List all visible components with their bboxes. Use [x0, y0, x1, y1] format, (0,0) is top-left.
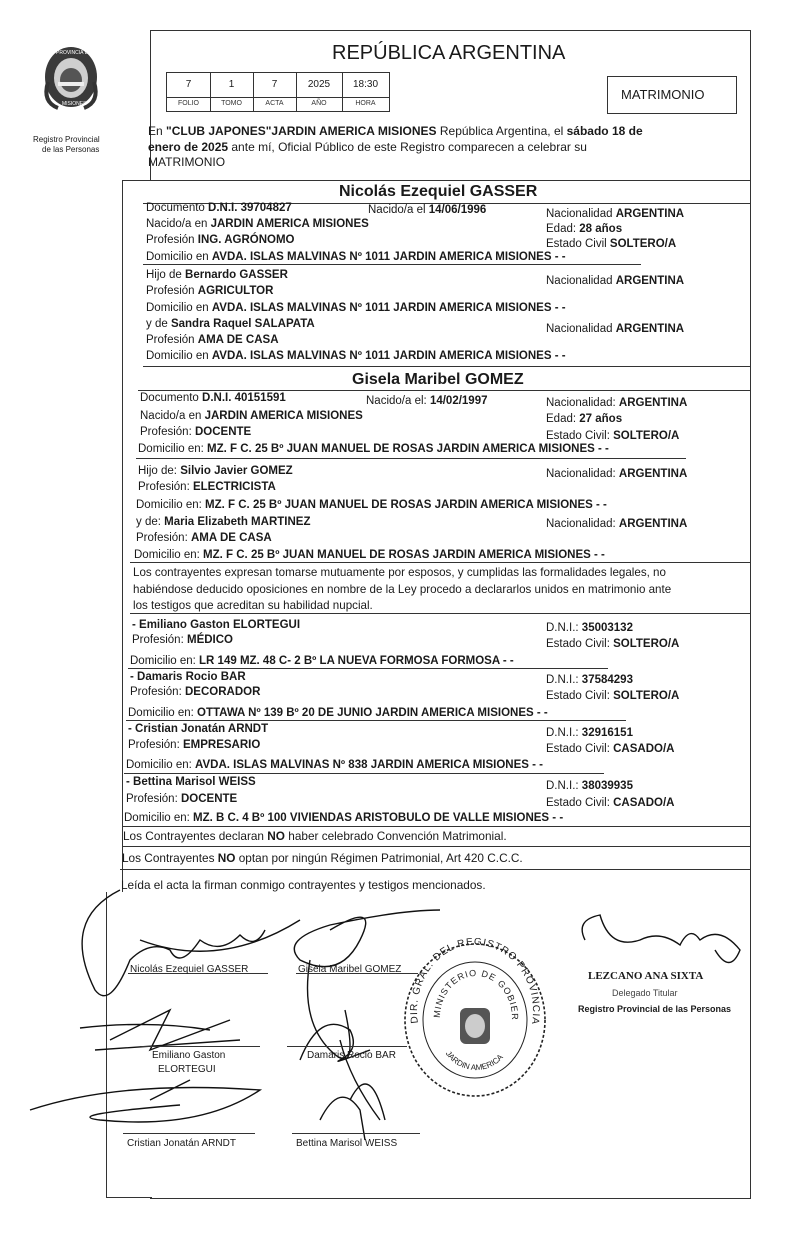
spouse2-mother-dom: Domicilio en: MZ. F C. 25 Bº JUAN MANUEL DE ROSAS JARDIN AMERICA MISIONES - -: [134, 549, 605, 561]
stamp-bottom-text: JARDIN AMERICA: [443, 1049, 505, 1073]
svg-text:JARDIN AMERICA: [444, 1049, 505, 1072]
spouse2-age: Edad: 27 años: [546, 413, 623, 425]
seal-text-bottom: MISIONES: [62, 101, 87, 107]
ceremony-place: "CLUB JAPONES"JARDIN AMERICA MISIONES: [166, 124, 437, 138]
declaration-line-1: Los contrayentes expresan tomarse mutuamente por esposos, y cumplidas las formalidades legales, no: [133, 566, 666, 579]
spouse1-name: Nicolás Ezequiel GASSER: [339, 183, 538, 200]
spouse1-father-dom: Domicilio en AVDA. ISLAS MALVINAS Nº 1011 JARDIN AMERICA MISIONES - -: [146, 302, 566, 314]
witness4-name: - Bettina Marisol WEISS: [126, 776, 256, 788]
sig-label-bar: Damaris Rocio BAR: [307, 1050, 396, 1061]
signature-lezcano: [582, 915, 740, 963]
reading-statement: Leída el acta la firman conmigo contrayentes y testigos mencionados.: [121, 878, 486, 892]
spouse1-father-prof: Profesión AGRICULTOR: [146, 285, 274, 297]
time-value: 18:30: [352, 79, 379, 90]
spouse2-father-dom: Domicilio en: MZ. F C. 25 Bº JUAN MANUEL DE ROSAS JARDIN AMERICA MISIONES - -: [136, 499, 607, 511]
sig-label-gasser: Nicolás Ezequiel GASSER: [130, 964, 249, 975]
sig-label-elortegui-1: Emiliano Gaston: [152, 1050, 226, 1061]
time-label: HORA: [355, 100, 376, 107]
spouse2-mother-prof: Profesión: AMA DE CASA: [136, 532, 272, 544]
witness4-dni: D.N.I.: 38039935: [546, 780, 633, 792]
spouse1-mother-dom: Domicilio en AVDA. ISLAS MALVINAS Nº 1011 JARDIN AMERICA MISIONES - -: [146, 350, 566, 362]
stamp-ring-icon: [400, 938, 550, 1098]
year-value: 2025: [307, 79, 331, 90]
official-org: Registro Provincial de las Personas: [578, 1004, 732, 1014]
spouse1-mother: y de Sandra Raquel SALAPATA: [146, 318, 315, 330]
spouse2-mother-nat: Nacionalidad: ARGENTINA: [546, 518, 688, 530]
folio-label: FOLIO: [177, 100, 199, 107]
spouse1-born: Nacido/a el 14/06/1996: [368, 204, 487, 216]
signature-gasser: [82, 890, 265, 996]
witness1-civil: Estado Civil: SOLTERO/A: [546, 638, 680, 650]
spouse2-born: Nacido/a el: 14/02/1997: [366, 395, 488, 407]
acta-value: 7: [271, 79, 278, 90]
spouse1-father-nat: Nacionalidad ARGENTINA: [546, 275, 685, 287]
acta-label: ACTA: [265, 100, 284, 107]
witness1-dni: D.N.I.: 35003132: [546, 622, 633, 634]
registry-caption-2: de las Personas: [42, 145, 100, 154]
folio-value: 7: [185, 79, 192, 90]
spouse2-name: Gisela Maribel GOMEZ: [352, 371, 524, 388]
sig-label-elortegui-2: ELORTEGUI: [158, 1064, 216, 1075]
spouse1-profession: Profesión ING. AGRÓNOMO: [146, 234, 295, 246]
spouse2-father-prof: Profesión: ELECTRICISTA: [138, 481, 276, 493]
spouse1-age: Edad: 28 años: [546, 223, 623, 235]
spouse2-mother: y de: Maria Elizabeth MARTINEZ: [136, 516, 311, 528]
witness3-profession: Profesión: EMPRESARIO: [128, 739, 261, 751]
witness2-civil: Estado Civil: SOLTERO/A: [546, 690, 680, 702]
stamp-inner-text: MINISTERIO DE GOBIER: [431, 967, 521, 1021]
signature-weiss: [320, 1084, 385, 1140]
intro-line-2: enero de 2025 ante mí, Oficial Público de este Registro comparecen a celebrar su: [148, 140, 587, 154]
tomo-value: 1: [228, 79, 235, 90]
sig-label-weiss: Bettina Marisol WEISS: [296, 1138, 398, 1149]
sig-label-gomez: Gisela Maribel GOMEZ: [298, 964, 402, 975]
witness3-dni: D.N.I.: 32916151: [546, 727, 633, 739]
country-title: REPÚBLICA ARGENTINA: [332, 42, 566, 64]
witness1-name: - Emiliano Gaston ELORTEGUI: [132, 619, 301, 631]
registry-logo: [36, 42, 106, 132]
stamp-ring-text: DIR. GRAL. DEL REGISTRO PROVINCIA: [408, 938, 542, 1026]
spouse2-father: Hijo de: Silvio Javier GOMEZ: [138, 465, 293, 477]
witness4-profession: Profesión: DOCENTE: [126, 793, 238, 805]
spouse1-domicile: Domicilio en AVDA. ISLAS MALVINAS Nº 1011 JARDIN AMERICA MISIONES - -: [146, 251, 566, 263]
witness1-domicile: Domicilio en: LR 149 MZ. 48 C- 2 Bº LA NUEVA FORMOSA FORMOSA - -: [130, 655, 514, 667]
spouse1-doc: Documento D.N.I. 39704827: [146, 202, 292, 214]
convention-statement: Los Contrayentes declaran NO haber celebrado Convención Matrimonial.: [123, 829, 507, 843]
spouse2-doc: Documento D.N.I. 40151591: [140, 392, 286, 404]
spouse2-father-nat: Nacionalidad: ARGENTINA: [546, 468, 688, 480]
official-round-stamp: [400, 938, 550, 1098]
spouse2-domicile: Domicilio en: MZ. F C. 25 Bº JUAN MANUEL DE ROSAS JARDIN AMERICA MISIONES - -: [138, 443, 609, 455]
spouse1-birthplace: Nacido/a en JARDIN AMERICA MISIONES: [146, 218, 369, 230]
signature-arndt: [30, 1080, 260, 1122]
spouse1-mother-prof: Profesión AMA DE CASA: [146, 334, 279, 346]
signatures-drawing: [0, 880, 786, 1180]
spouse2-civil: Estado Civil: SOLTERO/A: [546, 430, 680, 442]
spouse1-father: Hijo de Bernardo GASSER: [146, 269, 288, 281]
ceremony-date: enero de 2025: [148, 140, 229, 154]
ceremony-day: sábado 18 de: [566, 124, 643, 138]
witness3-domicile: Domicilio en: AVDA. ISLAS MALVINAS Nº 838 JARDIN AMERICA MISIONES - -: [126, 759, 543, 771]
intro-line-3: MATRIMONIO: [148, 155, 226, 169]
signature-elortegui: [80, 1010, 240, 1050]
record-numbers-table: [166, 72, 390, 112]
official-name: LEZCANO ANA SIXTA: [588, 970, 704, 982]
declaration-line-3: los testigos que acreditan su habilidad nupcial.: [133, 599, 373, 612]
intro-line-1: En "CLUB JAPONES"JARDIN AMERICA MISIONES República Argentina, el sábado 18 de: [148, 124, 643, 138]
witness3-civil: Estado Civil: CASADO/A: [546, 743, 675, 755]
spouse1-nationality: Nacionalidad ARGENTINA: [546, 208, 685, 220]
witness2-profession: Profesión: DECORADOR: [130, 686, 261, 698]
regime-statement: Los Contrayentes NO optan por ningún Régimen Patrimonial, Art 420 C.C.C.: [122, 851, 523, 865]
registry-caption-1: Registro Provincial: [33, 135, 100, 144]
spouse1-civil: Estado Civil SOLTERO/A: [546, 238, 677, 250]
year-label: AÑO: [311, 100, 327, 107]
declaration-line-2: habiéndose deducido oposiciones en nombre de la Ley procedo a declararlos unidos en matrimonio ante: [133, 583, 672, 596]
spouse2-profession: Profesión: DOCENTE: [140, 426, 252, 438]
spouse1-mother-nat: Nacionalidad ARGENTINA: [546, 323, 685, 335]
spouse2-birthplace: Nacido/a en JARDIN AMERICA MISIONES: [140, 410, 363, 422]
witness4-domicile: Domicilio en: MZ. B C. 4 Bº 100 VIVIENDAS ARISTOBULO DE VALLE MISIONES - -: [124, 812, 564, 824]
sig-label-arndt: Cristian Jonatán ARNDT: [127, 1138, 236, 1149]
record-type: MATRIMONIO: [621, 87, 705, 102]
frame-left-lower: [122, 180, 123, 892]
official-role: Delegado Titular: [612, 988, 678, 998]
seal-text-top: PROVINCIA DE: [56, 50, 92, 56]
witness1-profession: Profesión: MÉDICO: [132, 634, 233, 646]
witness2-dni: D.N.I.: 37584293: [546, 674, 633, 686]
witness2-name: - Damaris Rocio BAR: [130, 671, 246, 683]
signature-bar: [300, 1024, 380, 1120]
spouse2-nationality: Nacionalidad: ARGENTINA: [546, 397, 688, 409]
witness4-civil: Estado Civil: CASADO/A: [546, 797, 675, 809]
witness2-domicile: Domicilio en: OTTAWA Nº 139 Bº 20 DE JUNIO JARDIN AMERICA MISIONES - -: [128, 707, 548, 719]
witness3-name: - Cristian Jonatán ARNDT: [128, 723, 269, 735]
tomo-label: TOMO: [221, 100, 242, 107]
frame-bottom-ext: [106, 1197, 152, 1198]
